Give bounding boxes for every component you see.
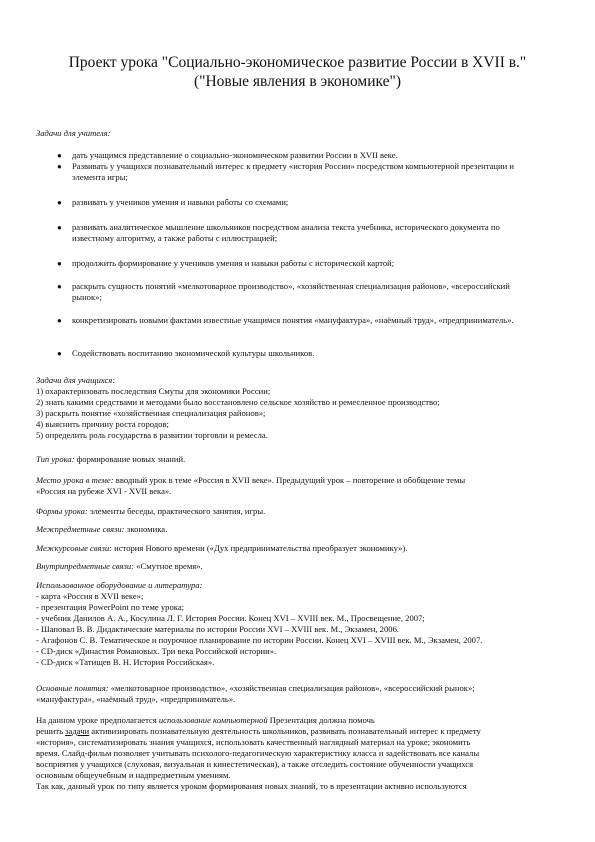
closing-line: «история», систематизировать знания учащихся, использовать качественный наглядный материал на уроке; экономить [36,737,471,747]
intercourse-links [36,543,561,554]
equipment-item: - презентация PowerPoint по теме урока; [36,602,185,612]
intrasubject-links [36,561,561,572]
lesson-place [36,475,561,497]
bullet-icon: ● [57,162,62,171]
lesson-type-label: Тип урока: [36,454,75,464]
equipment-heading: Использованное оборудование и литература: [36,580,203,590]
basic-concepts-value: «мелкотоварное производство», «хозяйственная специализация районов», «всероссийский рынок»; [108,683,475,693]
list-item: ● развивать аналитическое мышление школьников посредством анализа текста учебника, исторического документа по известному алгоритму, а также работы с иллюстрацией; [57,222,500,243]
basic-concepts-value-line-2: «мануфактура», «наёмный труд», «предприниматель». [36,694,236,704]
list-item: ● конкретизировать новыми фактами известные учащимся понятия «мануфактура», «наёмный труд», «предприниматель». [57,315,514,325]
teacher-tasks-heading: Задачи для учителя: [36,128,111,138]
list-item: ● развивать у учеников умения и навыки работы со схемами; [57,197,289,207]
lesson-forms-label: Формы урока: [36,506,88,516]
lesson-forms-value: элементы беседы, практического занятия, игры. [87,506,266,516]
closing-paragraph: На данном уроке предполагается использование компьютерной Презентация должна помочь решить задачи активизировать познавательную деятельность школьников, развивать познавательный интерес к предмету «история», систематизировать знания учащихся, использовать качественный наглядный материал на уроке; экономить время. Слайд-фильм позволяет учитывать психолого-педагогическую характеристику класса и задействовать все каналы восприятия у учащихся (слуховая, визуальная и кинестетическая), а также отследить состояние обученности учащихся основным общеучебным и надпредметным умениям. Так как, данный урок по типу является уроком формирования новых знаний, то в презентации активно используются [36,715,561,792]
bullet-icon: ● [57,316,62,325]
student-task-item: 2) знать какими средствами и методами было восстановлено сельское хозяйство и ремесленное производство; [36,397,440,407]
student-task-item: 5) определить роль государства в развитии торговли и ремесла. [36,430,268,440]
student-task-item: 3) раскрыть понятие «хозяйственная специализация районов»; [36,408,266,418]
list-item: ● раскрыть сущность понятий «мелкотоварное производство», «хозяйственная специализация районов», «всероссийский рынок»; [57,281,510,302]
student-tasks-heading: Задачи для учащихся: [36,375,116,385]
lesson-place-value: вводный урок в теме «Россия в XVII веке». Предыдущий урок – повторение и обобщение темы [113,475,466,485]
list-item: ● Содействовать воспитанию экономической культуры школьников. [57,348,315,358]
intercourse-value: история Нового времени («Дух предпринимательства преобразует экономику»). [112,543,408,553]
document-title-line-2: ("Новые явления в экономике") [193,73,402,90]
lesson-place-label: Место урока в теме: [36,475,114,485]
basic-concepts-label: Основные понятия: [36,683,109,693]
closing-line: основным общеучебным и надпредметным умениям. [36,770,231,780]
bullet-icon: ● [57,223,62,232]
equipment-item: - CD-диск «Татищев В. Н. История Российская». [36,657,215,667]
basic-concepts [36,683,561,705]
intrasubject-value: «Смутное время». [134,561,203,571]
intrasubject-label: Внутрипредметные связи: [36,561,135,571]
bullet-icon: ● [57,198,62,207]
closing-line: время. Слайд-фильм позволяет учитывать психолого-педагогическую характеристику класса и задействовать все каналы [36,748,480,758]
interdisciplinary-label: Межпредметные связи: [36,524,125,534]
tasks-link[interactable]: задачи [65,726,90,736]
closing-line: Так как, данный урок по типу является уроком формирования новых знаний, то в презентации активно используются [36,781,467,791]
closing-line: восприятия у учащихся (слуховая, визуальная и кинестетическая), а также отследить состояние обученности учащихся [36,759,474,769]
document-title-line-1: Проект урока "Социально-экономическое развитие России в XVII в." [68,54,527,71]
bullet-icon: ● [57,282,62,291]
list-item: ● продолжить формирование у учеников умения и навыки работы с исторической картой; [57,258,395,268]
lesson-type-value: формирование новых знаний. [74,454,186,464]
bullet-icon: ● [57,151,62,160]
equipment-item: - учебник Данилов А. А., Косулина Л. Г. История России. Конец XVI – XVIII век. М., Просвещение, 2007; [36,613,425,623]
lesson-place-value-line-2: «Россия на рубеже XVI - XVII века». [36,486,172,496]
student-task-item: 4) выяснить причину роста городов; [36,419,169,429]
equipment-item: - карта «Россия в XVII веке»; [36,591,144,601]
equipment-item: - Агафонов С. В. Тематическое и поурочное планирование по истории России. Конец XVI – XVIII век. М., Экзамен, 2007. [36,635,483,645]
bullet-icon: ● [57,349,62,358]
equipment-section [36,580,561,668]
equipment-item: - Шаповал В. В. Дидактические материалы по истории России XVI – XVIII век. М., Экзамен, 2006. [36,624,400,634]
list-item: ● Развивать у учащихся познавательный интерес к предмету «история России» посредством компьютерной презентации и элемента игры; [57,161,514,182]
bullet-icon: ● [57,259,62,268]
equipment-item: - CD-диск «Династия Романовых. Три века Российской истории». [36,646,277,656]
interdisciplinary-value: экономика. [124,524,168,534]
list-item: ● дать учащимся представление о социально-экономическом развитии России в XVII веке. [57,150,398,160]
student-tasks-section [36,375,561,441]
student-task-item: 1) охарактеризовать последствия Смуты для экономики России; [36,386,271,396]
lesson-forms [36,506,561,517]
computer-use-emphasis: использование компьютерной [158,715,268,725]
intercourse-label: Межкурсовые связи: [36,543,112,553]
lesson-type [36,454,561,465]
interdisciplinary-links [36,524,561,535]
